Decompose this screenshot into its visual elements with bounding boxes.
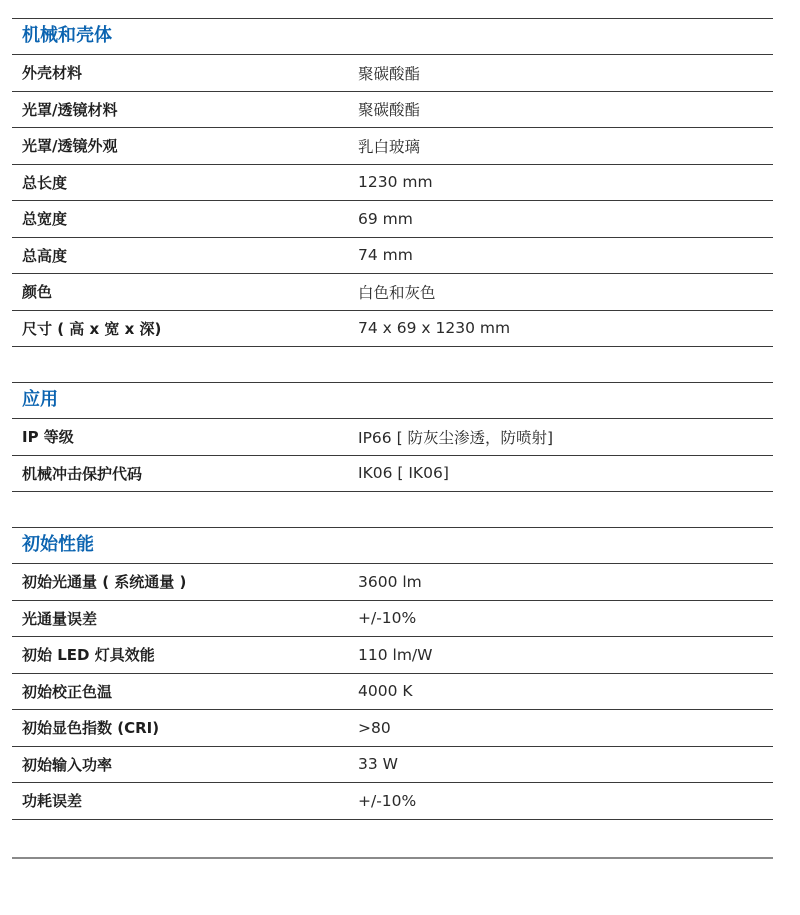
row-value: 74 mm [358,246,413,265]
table-row [12,311,773,348]
row-label: 总宽度 [22,210,68,229]
table-row [12,637,773,674]
row-value: IK06 [ IK06] [358,464,449,483]
row-label: 总高度 [22,246,68,265]
row-label: 初始显色指数 (CRI) [22,719,160,738]
row-value: 乳白玻璃 [358,137,421,156]
table-row [12,710,773,747]
row-value: 69 mm [358,209,413,228]
bottom-divider [12,857,773,859]
row-value: 聚碳酸酯 [358,101,421,120]
row-label: 机械冲击保护代码 [22,464,143,483]
table-row [12,92,773,129]
row-label: 总长度 [22,173,68,192]
row-label: 外壳材料 [22,64,83,83]
table-row [12,55,773,92]
row-value: 110 lm/W [358,645,433,664]
section-title: 机械和壳体 [12,19,773,55]
table-row [12,601,773,638]
row-label: 光罩/透镜材料 [22,100,118,119]
row-label: 功耗误差 [22,792,83,811]
row-value: 白色和灰色 [358,283,436,302]
row-label: 光通量误差 [22,609,98,628]
row-value: 3600 lm [358,572,422,591]
row-value: 74 x 69 x 1230 mm [358,319,511,338]
row-value: 1230 mm [358,173,433,192]
row-label: 初始校正色温 [22,682,113,701]
row-label: 初始输入功率 [22,755,113,774]
section-mechanical-housing [12,18,773,347]
table-row [12,274,773,311]
row-label: 尺寸 ( 高 x 宽 x 深) [22,319,162,338]
row-value: +/-10% [358,609,417,628]
row-value: +/-10% [358,791,417,810]
row-value: >80 [358,718,391,737]
row-label: 初始光通量 ( 系统通量 ) [22,573,187,592]
table-row [12,201,773,238]
row-value: 聚碳酸酯 [358,64,421,83]
table-row [12,165,773,202]
table-row [12,674,773,711]
row-label: 初始 LED 灯具效能 [22,646,155,665]
table-row [12,564,773,601]
row-value: 4000 K [358,682,413,701]
section-title: 应用 [12,383,773,419]
table-row [12,456,773,493]
row-label: IP 等级 [22,428,74,447]
table-row [12,128,773,165]
section-application [12,382,773,492]
section-initial-performance [12,527,773,820]
table-row [12,419,773,456]
row-value: IP66 [ 防灰尘渗透，防喷射] [358,428,554,447]
table-row [12,238,773,275]
table-row [12,783,773,820]
row-label: 颜色 [22,283,53,302]
section-title: 初始性能 [12,528,773,564]
spec-document [12,18,773,855]
row-label: 光罩/透镜外观 [22,137,118,156]
table-row [12,747,773,784]
row-value: 33 W [358,755,398,774]
